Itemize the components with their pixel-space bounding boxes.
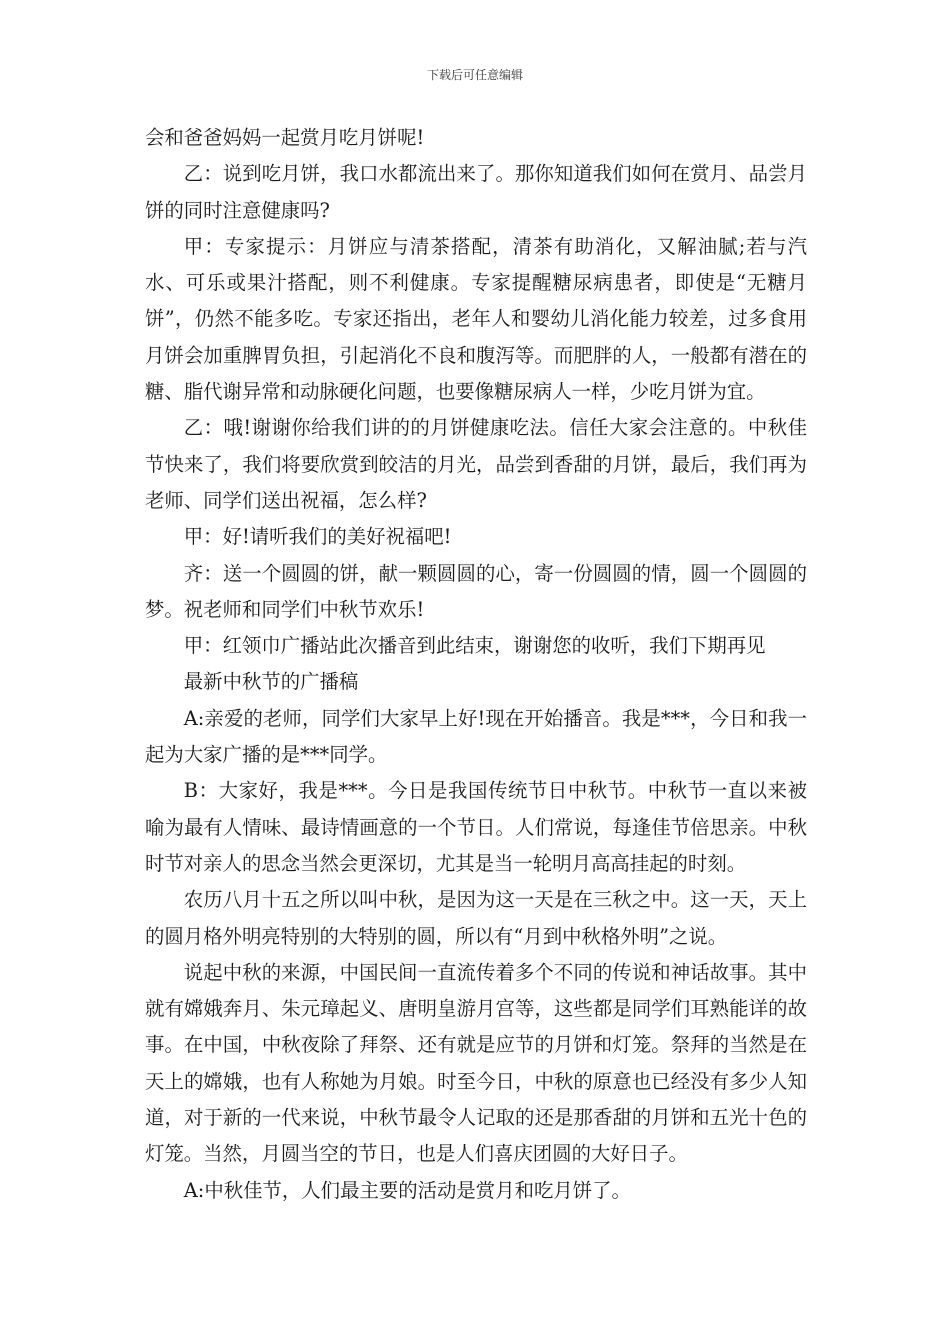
paragraph: 乙：哦!谢谢你给我们讲的的月饼健康吃法。信任大家会注意的。中秋佳节快来了，我们将要欣赏到皎洁的月光，品尝到香甜的月饼，最后，我们再为老师、同学们送出祝福，怎么样? <box>145 416 807 512</box>
paragraph: 齐：送一个圆圆的饼，献一颗圆圆的心，寄一份圆圆的情，圆一个圆圆的梦。祝老师和同学们中秋节欢乐! <box>145 561 807 621</box>
paragraph: 甲：红领巾广播站此次播音到此结束，谢谢您的收听，我们下期再见 <box>183 634 766 658</box>
paragraph: 甲：专家提示：月饼应与清茶搭配，清茶有助消化，又解油腻;若与汽水、可乐或果汁搭配，则不利健康。专家提醒糖尿病患者，即使是“无糖月饼”，仍然不能多吃。专家还指出，老年人和婴幼儿消化能力较差，过多食用月饼会加重脾胃负担，引起消化不良和腹泻等。而肥胖的人，一般都有潜在的糖、脂代谢异常和动脉硬化问题，也要像糖尿病人一样，少吃月饼为宜。 <box>145 234 807 404</box>
paragraph: A:中秋佳节，人们最主要的活动是赏月和吃月饼了。 <box>183 1178 631 1202</box>
page-header-note: 下载后可任意编辑 <box>426 68 523 82</box>
paragraph: 会和爸爸妈妈一起赏月吃月饼呢! <box>145 126 425 149</box>
paragraph: 甲：好!请听我们的美好祝福吧! <box>183 525 452 549</box>
paragraph: A:亲爱的老师，同学们大家早上好!现在开始播音。我是***，今日和我一起为大家广播的是***同学。 <box>145 706 807 767</box>
paragraph: B：大家好，我是***。今日是我国传统节日中秋节。中秋节一直以来被喻为最有人情味、最诗情画意的一个节日。人们常说，每逢佳节倍思亲。中秋时节对亲人的思念当然会更深切，尤其是当一轮明月高高挂起的时刻。 <box>145 779 807 875</box>
document-body <box>145 120 807 1209</box>
paragraph: 乙：说到吃月饼，我口水都流出来了。那你知道我们如何在赏月、品尝月饼的同时注意健康吗? <box>145 162 807 222</box>
section-title: 最新中秋节的广播稿 <box>183 670 359 694</box>
paragraph: 说起中秋的来源，中国民间一直流传着多个不同的传说和神话故事。其中就有嫦娥奔月、朱元璋起义、唐明皇游月宫等，这些都是同学们耳熟能详的故事。在中国，中秋夜除了拜祭、还有就是应节的月饼和灯笼。祭拜的当然是在天上的嫦娥，也有人称她为月娘。时至今日，中秋的原意也已经没有多少人知道，对于新的一代来说，中秋节最令人记取的还是那香甜的月饼和五光十色的灯笼。当然，月圆当空的节日，也是人们喜庆团圆的大好日子。 <box>145 960 807 1166</box>
paragraph: 农历八月十五之所以叫中秋，是因为这一天是在三秋之中。这一天，天上的圆月格外明亮特别的大特别的圆，所以有“月到中秋格外明”之说。 <box>145 888 807 948</box>
